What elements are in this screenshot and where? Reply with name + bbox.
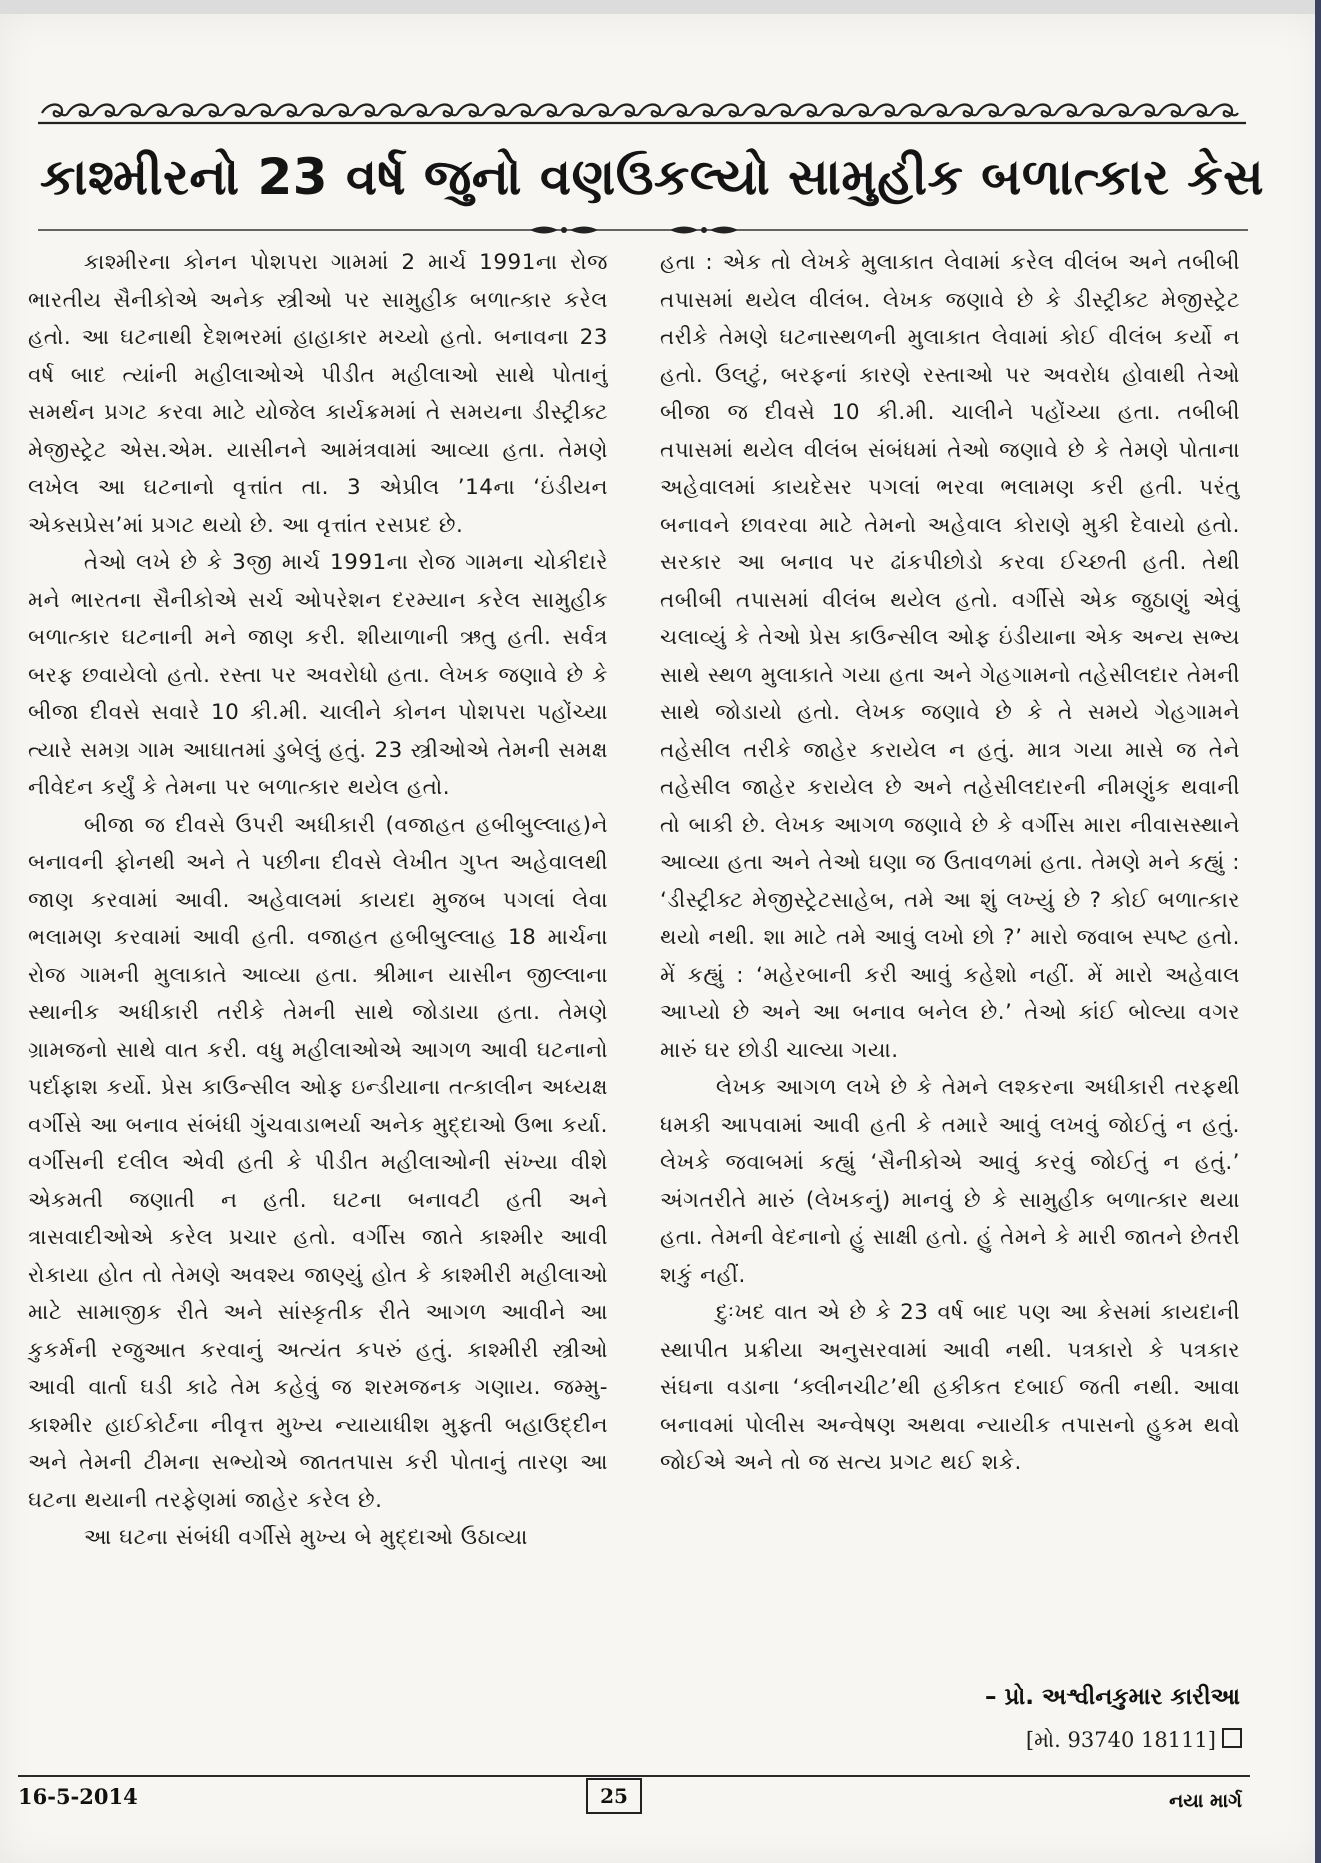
paragraph: દુઃખદ વાત એ છે કે 23 વર્ષ બાદ પણ આ કેસમાં કાયદાની સ્થાપીત પ્રક્રીયા અનુસરવામાં આવી નથી. પત્રકારો કે પત્રકાર સંઘના વડાના ‘ક્લીનચીટ’થી હકીકત દબાઈ જતી નથી. આવા બનાવમાં પોલીસ અન્વેષણ અથવા ન્યાયીક તપાસનો હુકમ થવો જોઈએ અને તો જ સત્ય પ્રગટ થઈ શકે. bbox=[660, 1300, 1240, 1475]
paragraph: આ ઘટના સંબંધી વર્ગીસે મુખ્ય બે મુદ્દાઓ ઉઠાવ્યા bbox=[83, 1525, 528, 1550]
author-phone bbox=[660, 1728, 1242, 1753]
end-mark-icon bbox=[1222, 1728, 1242, 1748]
paragraph: હતા : એક તો લેખકે મુલાકાત લેવામાં કરેલ વીલંબ અને તબીબી તપાસમાં થયેલ વીલંબ. લેખક જણાવે છે કે ડીસ્ટ્રીક્ટ મેજીસ્ટ્રેટ તરીકે તેમણે ઘટનાસ્થળની મુલાકાત લેવામાં કોઈ વીલંબ કર્યો ન હતો. ઉલટું, બરફનાં કારણે રસ્તાઓ પર અવરોધ હોવાથી તેઓ બીજા જ દીવસે 10 કી.મી. ચાલીને પહોંચ્યા હતા. તબીબી તપાસમાં થયેલ વીલંબ સંબંધમાં તેઓ જણાવે છે કે તેમણે પોતાના અહેવાલમાં કાયદેસર પગલાં ભરવા ભલામણ કરી હતી. પરંતુ બનાવને છાવરવા માટે તેમનો અહેવાલ કોરાણે મુકી દેવાયો હતો. સરકાર આ બનાવ પર ઢાંકપીછોડો કરવા ઈચ્છતી હતી. તેથી તબીબી તપાસમાં વીલંબ થયેલ હતો. વર્ગીસે એક જુઠાણું એવું ચલાવ્યું કે તેઓ પ્રેસ કાઉન્સીલ ઓફ ઇંડીયાના એક અન્ય સભ્ય સાથે સ્થળ મુલાકાતે ગયા હતા અને ગેહગામનો તહેસીલદાર તેમની સાથે જોડાયો હતો. લેખક જણાવે છે કે તે સમયે ગેહગામને તહેસીલ તરીકે જાહેર કરાયેલ ન હતું. માત્ર ગયા માસે જ તેને તહેસીલ જાહેર કરાયેલ છે અને તહેસીલદારની નીમણુંક થવાની તો બાકી છે. લેખક આગળ જણાવે છે કે વર્ગીસ મારા નીવાસસ્થાને આવ્યા હતા અને તેઓ ઘણા જ ઉતાવળમાં હતા. તેમણે મને કહ્યું : ‘ડીસ્ટ્રીક્ટ મેજીસ્ટ્રેટસાહેબ, તમે આ શું લખ્યું છે ? કોઈ બળાત્કાર થયો નથી. શા માટે તમે આવું લખો છો ?’ મારો જવાબ સ્પષ્ટ હતો. મેં કહ્યું : ‘મહેરબાની કરી આવું કહેશો નહીં. મેં મારો અહેવાલ આપ્યો છે અને આ બનાવ બનેલ છે.’ તેઓ કાંઈ બોલ્યા વગર મારું ઘર છોડી ચાલ્યા ગયા. bbox=[660, 250, 1240, 1063]
phone-text: [મો. 93740 18111] bbox=[1025, 1728, 1216, 1752]
article-column-left bbox=[28, 244, 608, 1557]
magazine-name: નયા માર્ગ bbox=[1169, 1790, 1242, 1812]
article-column-right bbox=[660, 244, 1240, 1482]
paragraph: બીજા જ દીવસે ઉપરી અધીકારી (વજાહત હબીબુલ્લાહ)ને બનાવની ફોનથી અને તે પછીના દીવસે લેખીત ગુપ્ત અહેવાલથી જાણ કરવામાં આવી. અહેવાલમાં કાયદા મુજબ પગલાં લેવા ભલામણ કરવામાં આવી હતી. વજાહત હબીબુલ્લાહ 18 માર્ચના રોજ ગામની મુલાકાતે આવ્યા હતા. શ્રીમાન યાસીન જીલ્લાના સ્થાનીક અધીકારી તરીકે તેમની સાથે જોડાયા હતા. તેમણે ગ્રામજનો સાથે વાત કરી. વધુ મહીલાઓએ આગળ આવી ઘટનાનો પર્દાફાશ કર્યો. પ્રેસ કાઉન્સીલ ઓફ ઇન્ડીયાના તત્કાલીન અધ્યક્ષ વર્ગીસે આ બનાવ સંબંધી ગુંચવાડાભર્યા અનેક મુદ્દાઓ ઉભા કર્યા. વર્ગીસની દલીલ એવી હતી કે પીડીત મહીલાઓની સંખ્યા વીશે એકમતી જણાતી ન હતી. ઘટના બનાવટી હતી અને ત્રાસવાદીઓએ કરેલ પ્રચાર હતો. વર્ગીસ જાતે કાશ્મીર આવી રોકાયા હોત તો તેમણે અવશ્ય જાણ્યું હોત કે કાશ્મીરી મહીલાઓ માટે સામાજીક રીતે અને સાંસ્કૃતીક રીતે આગળ આવીને આ કુકર્મની રજુઆત કરવાનું અત્યંત કપરું હતું. કાશ્મીરી સ્ત્રીઓ આવી વાર્તા ઘડી કાઢે તેમ કહેવું જ શરમજનક ગણાય. જમ્મુ-કાશ્મીર હાઈકોર્ટના નીવૃત્ત મુખ્ય ન્યાયાધીશ મુફ્તી બહાઉદ્દીન અને તેમની ટીમના સભ્યોએ જાતતપાસ કરી પોતાનું તારણ આ ઘટના થયાની તરફેણમાં જાહેર કરેલ છે. bbox=[28, 812, 608, 1513]
paragraph: તેઓ લખે છે કે 3જી માર્ચ 1991ના રોજ ગામના ચોકીદારે મને ભારતના સૈનીકોએ સર્ચ ઓપરેશન દરમ્યાન કરેલ સામુહીક બળાત્કાર ઘટનાની મને જાણ કરી. શીયાળાની ઋતુ હતી. સર્વત્ર બરફ છવાયેલો હતો. રસ્તા પર અવરોધો હતા. લેખક જણાવે છે કે બીજા દીવસે સવારે 10 કી.મી. ચાલીને કોનન પોશપરા પહોંચ્યા ત્યારે સમગ્ર ગામ આઘાતમાં ડુબેલું હતું. 23 સ્ત્રીઓએ તેમની સમક્ષ નીવેદન કર્યું કે તેમના પર બળાત્કાર થયેલ હતો. bbox=[28, 550, 608, 800]
title-ornament-rule bbox=[38, 218, 1248, 242]
paragraph: લેખક આગળ લખે છે કે તેમને લશ્કરના અધીકારી તરફથી ધમકી આપવામાં આવી હતી કે તમારે આવું લખવું જોઈતું ન હતું. લેખકે જવાબમાં કહ્યું ‘સૈનીકોએ આવું કરવું જોઈતું ન હતું.’ અંગતરીતે મારું (લેખકનું) માનવું છે કે સામુહીક બળાત્કાર થયા હતા. તેમની વેદનાનો હું સાક્ષી હતો. હું તેમને કે મારી જાતને છેતરી શકું નહીં. bbox=[660, 1075, 1240, 1288]
footer-rule bbox=[18, 1775, 1250, 1777]
decorative-border bbox=[38, 100, 1246, 126]
paragraph: કાશ્મીરના કોનન પોશપરા ગામમાં 2 માર્ચ 1991ના રોજ ભારતીય સૈનીકોએ અનેક સ્ત્રીઓ પર સામુહીક બળાત્કાર કરેલ હતો. આ ઘટનાથી દેશભરમાં હાહાકાર મચ્યો હતો. બનાવના 23 વર્ષ બાદ ત્યાંની મહીલાઓએ પીડીત મહીલાઓ સાથે પોતાનું સમર્થન પ્રગટ કરવા માટે યોજેલ કાર્યક્રમમાં તે સમયના ડીસ્ટ્રીક્ટ મેજીસ્ટ્રેટ એસ.એમ. યાસીનને આમંત્રવામાં આવ્યા હતા. તેમણે લખેલ આ ઘટનાનો વૃત્તાંત તા. 3 એપ્રીલ ’14ના ‘ઇંડીયન એક્સપ્રેસ’માં પ્રગટ થયો છે. આ વૃત્તાંત રસપ્રદ છે. bbox=[28, 250, 608, 538]
issue-date: 16-5-2014 bbox=[18, 1784, 138, 1809]
page-edge bbox=[1315, 0, 1321, 1863]
author-byline: – પ્રો. અશ્વીનકુમાર કારીઆ bbox=[985, 1684, 1240, 1710]
page-number: 25 bbox=[586, 1778, 642, 1814]
article-title: કાશ્મીરનો 23 વર્ષ જુનો વણઉકલ્યો સામુહીક બળાત્કાર કેસ bbox=[40, 148, 1265, 206]
